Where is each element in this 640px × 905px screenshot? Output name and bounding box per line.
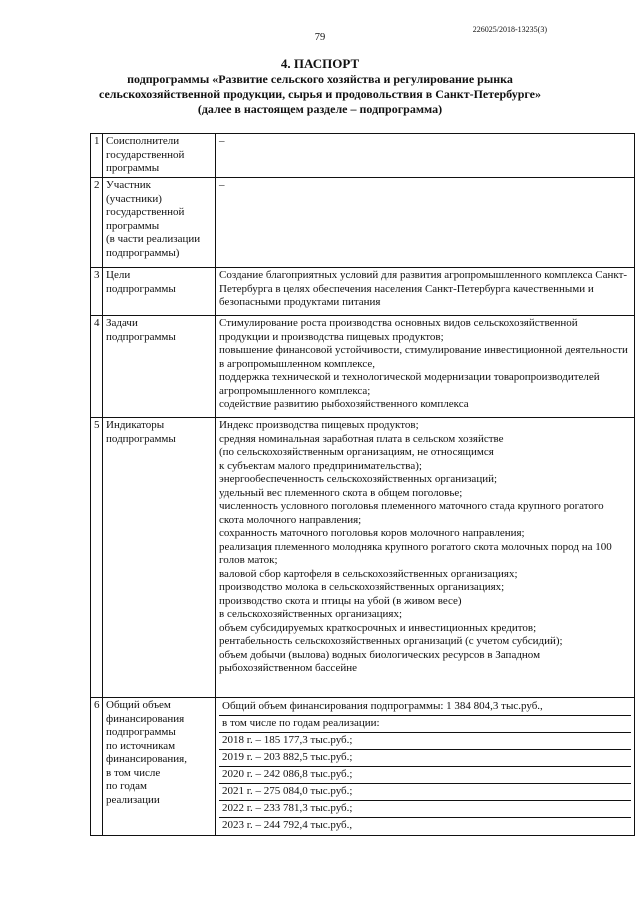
title-line-3: сельскохозяйственной продукции, сырья и продовольствия в Санкт-Петербурге» bbox=[99, 87, 541, 101]
financing-line: Общий объем финансирования подпрограммы: 1 384 804,3 тыс.руб., bbox=[219, 699, 631, 716]
row-name: Индикаторы подпрограммы bbox=[103, 418, 216, 698]
row-number: 6 bbox=[91, 698, 103, 836]
financing-line: в том числе по годам реализации: bbox=[219, 716, 631, 733]
document-id: 226025/2018-13235(3) bbox=[472, 25, 547, 34]
title-line-2: подпрограммы «Развитие сельского хозяйства и регулирование рынка bbox=[127, 72, 513, 86]
row-number: 3 bbox=[91, 268, 103, 316]
row-name: Задачи подпрограммы bbox=[103, 316, 216, 418]
row-value: – bbox=[216, 134, 635, 178]
row-number: 1 bbox=[91, 134, 103, 178]
row-value: Создание благоприятных условий для развития агропромышленного комплекса Санкт-Петербурга в целях обеспечения населения Санкт-Петербурга качественными и безопасными продуктами питания bbox=[216, 268, 635, 316]
row-number: 5 bbox=[91, 418, 103, 698]
financing-line: 2018 г. – 185 177,3 тыс.руб.; bbox=[219, 733, 631, 750]
row-name: Общий объем финансирования подпрограммы по источникам финансирования, в том числе по годам реализации bbox=[103, 698, 216, 836]
row-number: 2 bbox=[91, 178, 103, 268]
section-title bbox=[80, 56, 560, 117]
table-row bbox=[91, 698, 635, 836]
table-row bbox=[91, 316, 635, 418]
table-row bbox=[91, 418, 635, 698]
row-name: Цели подпрограммы bbox=[103, 268, 216, 316]
page-number: 79 bbox=[314, 32, 326, 43]
row-value: Индекс производства пищевых продуктов; средняя номинальная заработная плата в сельском хозяйстве (по сельскохозяйственным организациям, не относящимся к субъектам малого предпринимательства); энергообеспеченность сельскохозяйственных организаций; удельный вес племенного скота в общем поголовье; численность условного поголовья племенного маточного стада крупного рогатого скота молочного направления; сохранность маточного поголовья коров молочного направления; реализация племенного молодняка крупного рогатого скота молочных пород на 100 голов маток; валовой сбор картофеля в сельскохозяйственных организациях; производство молока в сельскохозяйственных организациях; производство скота и птицы на убой (в живом весе) в сельскохозяйственных организациях; объем субсидируемых краткосрочных и инвестиционных кредитов; рентабельность сельскохозяйственных организаций (с учетом субсидий); объем добычи (вылова) водных биологических ресурсов в Западном рыбохозяйственном бассейне bbox=[216, 418, 635, 698]
row-name: Соисполнители государственной программы bbox=[103, 134, 216, 178]
row-number: 4 bbox=[91, 316, 103, 418]
passport-table bbox=[90, 133, 635, 836]
row-value: Стимулирование роста производства основных видов сельскохозяйственной продукции и производства пищевых продуктов; повышение финансовой устойчивости, стимулирование инвестиционной деятельности в агропромышленном комплексе, поддержка технической и технологической модернизации товаропроизводителей агропромышленного комплекса; содействие развитию рыбохозяйственного комплекса bbox=[216, 316, 635, 418]
title-line-1: 4. ПАСПОРТ bbox=[280, 56, 360, 71]
financing-line: 2019 г. – 203 882,5 тыс.руб.; bbox=[219, 750, 631, 767]
financing-breakdown bbox=[216, 698, 635, 836]
financing-line: 2021 г. – 275 084,0 тыс.руб.; bbox=[219, 784, 631, 801]
financing-line: 2023 г. – 244 792,4 тыс.руб., bbox=[222, 819, 353, 831]
title-line-4: (далее в настоящем разделе – подпрограмма) bbox=[197, 102, 443, 116]
financing-line: 2020 г. – 242 086,8 тыс.руб.; bbox=[219, 767, 631, 784]
row-name: Участник (участники) государственной программы (в части реализации подпрограммы) bbox=[103, 178, 216, 268]
financing-line: 2022 г. – 233 781,3 тыс.руб.; bbox=[219, 801, 631, 818]
table-row bbox=[91, 178, 635, 268]
row-value: – bbox=[216, 178, 635, 268]
table-row bbox=[91, 134, 635, 178]
table-row bbox=[91, 268, 635, 316]
